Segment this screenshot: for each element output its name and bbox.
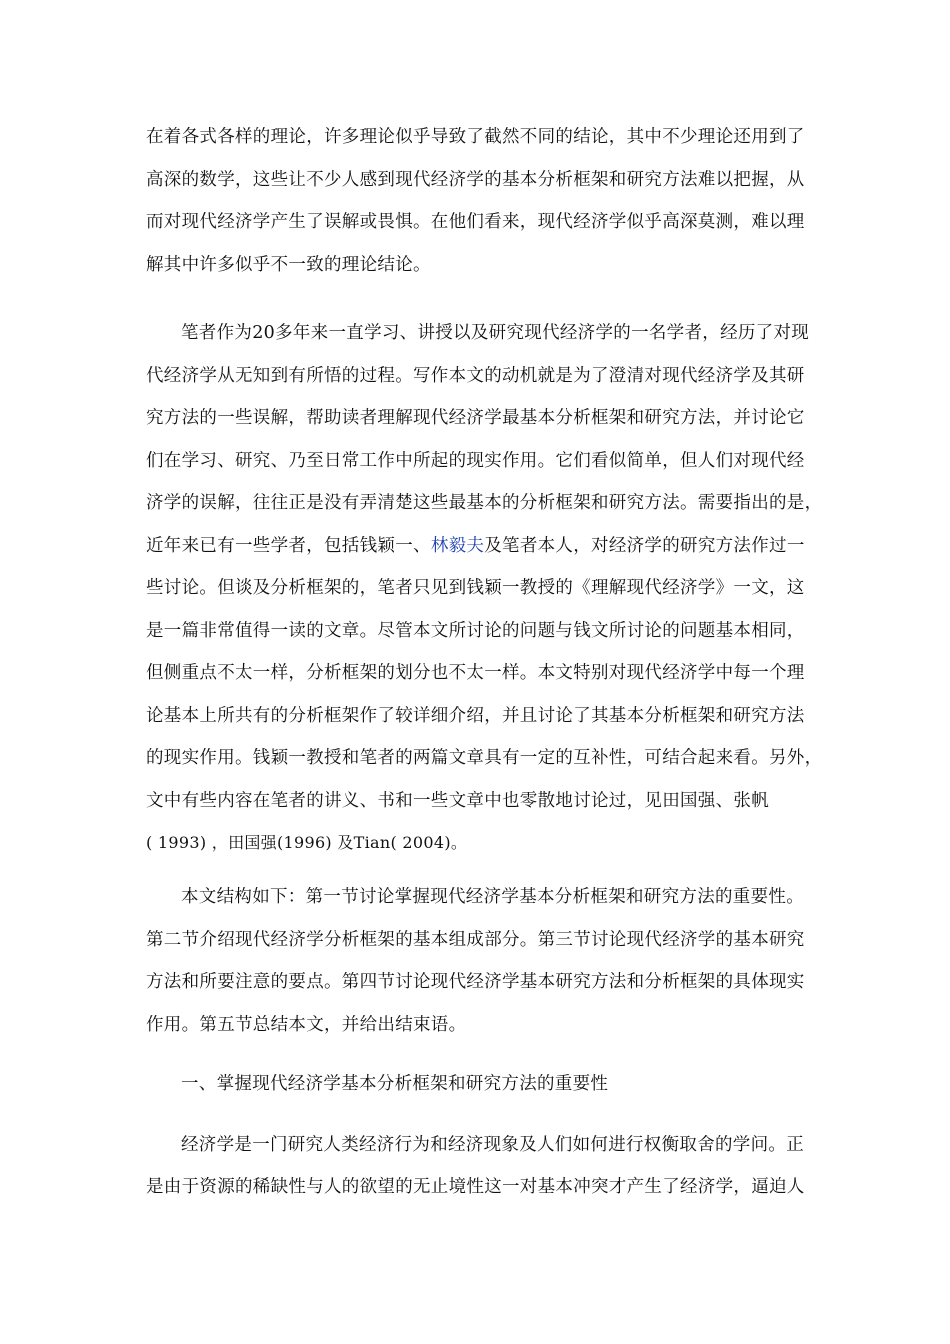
text-segment: 近年来已有一些学者，包括钱颖一、 [146, 536, 431, 556]
text-line: 解其中许多似乎不一致的理论结论。 [146, 255, 431, 275]
text-line: 们在学习、研究、乃至日常工作中所起的现实作用。它们看似简单，但人们对现代经 [146, 451, 805, 471]
text-line: 是一篇非常值得一读的文章。尽管本文所讨论的问题与钱文所讨论的问题基本相同， [146, 621, 805, 641]
text-line: 但侧重点不太一样，分析框架的划分也不太一样。本文特别对现代经济学中每一个理 [146, 663, 805, 683]
text-line: 在着各式各样的理论，许多理论似乎导致了截然不同的结论，其中不少理论还用到了 [146, 127, 805, 147]
text-line: 论基本上所共有的分析框架作了较详细介绍，并且讨论了其基本分析框架和研究方法 [146, 706, 805, 726]
text-line: 而对现代经济学产生了误解或畏惧。在他们看来，现代经济学似乎高深莫测，难以理 [146, 212, 805, 232]
text-segment: 及笔者本人，对经济学的研究方法作过一 [484, 536, 805, 556]
text-line: 方法和所要注意的要点。第四节讨论现代经济学基本研究方法和分析框架的具体现实 [146, 972, 805, 992]
text-line: 第二节介绍现代经济学分析框架的基本组成部分。第三节讨论现代经济学的基本研究 [146, 930, 805, 950]
text-line: 文中有些内容在笔者的讲义、书和一些文章中也零散地讨论过，见田国强、张帆 [146, 791, 769, 811]
section-heading: 一、掌握现代经济学基本分析框架和研究方法的重要性 [181, 1074, 609, 1094]
text-line: 究方法的一些误解，帮助读者理解现代经济学最基本分析框架和研究方法，并讨论它 [146, 408, 805, 428]
author-link[interactable]: 林毅夫 [430, 536, 485, 556]
text-line: 笔者作为20多年来一直学习、讲授以及研究现代经济学的一名学者，经历了对现 [181, 323, 810, 343]
text-line: 些讨论。但谈及分析框架的，笔者只见到钱颖一教授的《理解现代经济学》一文，这 [146, 578, 805, 598]
text-line: 经济学是一门研究人类经济行为和经济现象及人们如何进行权衡取舍的学问。正 [181, 1135, 804, 1155]
text-line: 高深的数学，这些让不少人感到现代经济学的基本分析框架和研究方法难以把握，从 [146, 170, 805, 190]
text-line: 作用。第五节总结本文，并给出结束语。 [146, 1015, 467, 1035]
text-line: 本文结构如下：第一节讨论掌握现代经济学基本分析框架和研究方法的重要性。 [181, 887, 804, 907]
text-line: 的现实作用。钱颖一教授和笔者的两篇文章具有一定的互补性，可结合起来看。另外， [146, 748, 823, 768]
text-line: 是由于资源的稀缺性与人的欲望的无止境性这一对基本冲突才产生了经济学，逼迫人 [146, 1177, 805, 1197]
text-line: 济学的误解，往往正是没有弄清楚这些最基本的分析框架和研究方法。需要指出的是， [146, 493, 823, 513]
text-line [146, 535, 806, 557]
text-line: ( 1993) ，田国强(1996) 及Tian( 2004)。 [146, 833, 468, 852]
text-line: 代经济学从无知到有所悟的过程。写作本文的动机就是为了澄清对现代经济学及其研 [146, 366, 805, 386]
